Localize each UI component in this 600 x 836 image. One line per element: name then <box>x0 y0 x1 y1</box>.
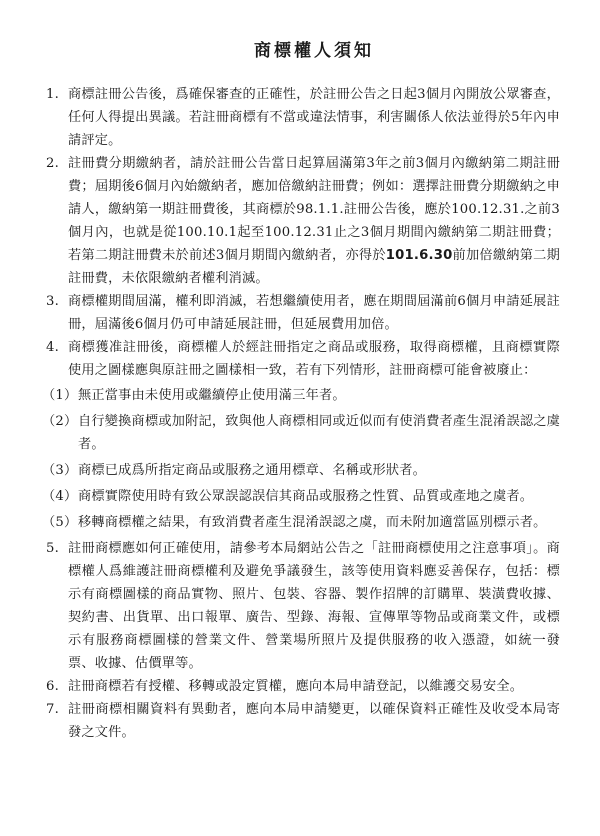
condition-text: 商標已成爲所指定商品或服務之通用標章、名稱或形狀者。 <box>78 463 427 478</box>
notice-list-continued <box>46 537 560 744</box>
condition-number: （4） <box>42 489 78 504</box>
item-text: 註冊商標相關資料有異動者，應向本局申請變更，以確保資料正確性及收受本局寄發之文件。 <box>68 702 560 740</box>
item-number: 3. <box>46 294 59 309</box>
item-number: 5. <box>46 541 59 556</box>
item-number: 4. <box>46 340 59 355</box>
notice-item-7 <box>46 698 560 744</box>
item-number: 2. <box>46 156 59 171</box>
condition-text: 無正當事由未使用或繼續停止使用滿三年者。 <box>78 388 346 403</box>
condition-number: （1） <box>42 388 78 403</box>
item-number: 7. <box>46 702 59 717</box>
item-text: 註冊商標應如何正確使用，請參考本局網站公告之「註冊商標使用之注意事項」。商標權人爲維護註冊商標權利及避免爭議發生，該等使用資料應妥善保存，包括：標示有商標圖樣的商品實物、照片、包裝、容器、製作招牌的訂購單、裝潢費收據、契約書、出貨單、出口報單、廣告、型錄、海報、宣傳單等物品或商業文件，或標示有服務商標圖樣的營業文件、營業場所照片及提供服務的收入憑證，如統一發票、收據、估價單等。 <box>68 541 560 671</box>
item-text: 商標權期間屆滿，權利即消滅，若想繼續使用者，應在期間屆滿前6個月申請延展註冊，屆滿後6個月仍可申請延展註冊，但延展費用加倍。 <box>68 294 560 332</box>
notice-item-3 <box>46 290 560 336</box>
item-text: 註冊費分期繳納者，請於註冊公告當日起算屆滿第3年之前3個月內繳納第二期註冊費；屆期後6個月內始繳納者，應加倍繳納註冊費；例如：選擇註冊費分期繳納之申請人，繳納第一期註冊費後，其商標於98.1.1.註冊公告後，應於100.12.31.之前3個月內，也就是從100.10.1起至100.12.31止之3個月期間內繳納第二期註冊費；若第二期註冊費未於前述3個月期間內繳納者，亦得於 <box>68 156 560 263</box>
notice-item-1 <box>46 83 560 152</box>
item-text: 商標獲准註冊後，商標權人於經註冊指定之商品或服務，取得商標權，且商標實際使用之圖樣應與原註冊之圖樣相一致，若有下列情形，註冊商標可能會被廢止： <box>68 340 560 378</box>
notice-item-5 <box>46 537 560 675</box>
notice-item-4 <box>46 336 560 382</box>
condition-number: （5） <box>42 515 78 530</box>
item-text: 註冊商標若有授權、移轉或設定質權，應向本局申請登記，以維護交易安全。 <box>68 679 524 694</box>
item-number: 6. <box>46 679 59 694</box>
notice-list <box>46 83 560 382</box>
notice-item-2 <box>46 152 560 290</box>
condition-item-2 <box>42 410 560 456</box>
condition-item-4 <box>42 485 560 508</box>
condition-item-3 <box>42 459 560 482</box>
item-number: 1. <box>46 87 59 102</box>
condition-text: 商標實際使用時有致公眾誤認誤信其商品或服務之性質、品質或產地之虞者。 <box>78 489 534 504</box>
condition-item-1 <box>42 384 560 407</box>
revocation-conditions-list <box>42 384 560 534</box>
deadline-date: 101.6.30 <box>385 248 453 263</box>
item-text: 商標註冊公告後，爲確保審查的正確性，於註冊公告之日起3個月內開放公眾審查，任何人得提出異議。若註冊商標有不當或違法情事，利害關係人依法並得於5年內申請評定。 <box>68 87 560 148</box>
condition-text: 自行變換商標或加附記，致與他人商標相同或近似而有使消費者產生混淆誤認之虞者。 <box>78 414 560 452</box>
condition-number: （3） <box>42 463 78 478</box>
condition-text: 移轉商標權之結果，有致消費者產生混淆誤認之虞，而未附加適當區別標示者。 <box>78 515 547 530</box>
document-title: 商標權人須知 <box>254 41 374 61</box>
condition-number: （2） <box>42 414 78 429</box>
condition-item-5 <box>42 511 560 534</box>
item-text-continued: 前加倍繳納第二期註冊費，未依限繳納者權利消滅。 <box>68 248 560 286</box>
notice-item-6 <box>46 675 560 698</box>
